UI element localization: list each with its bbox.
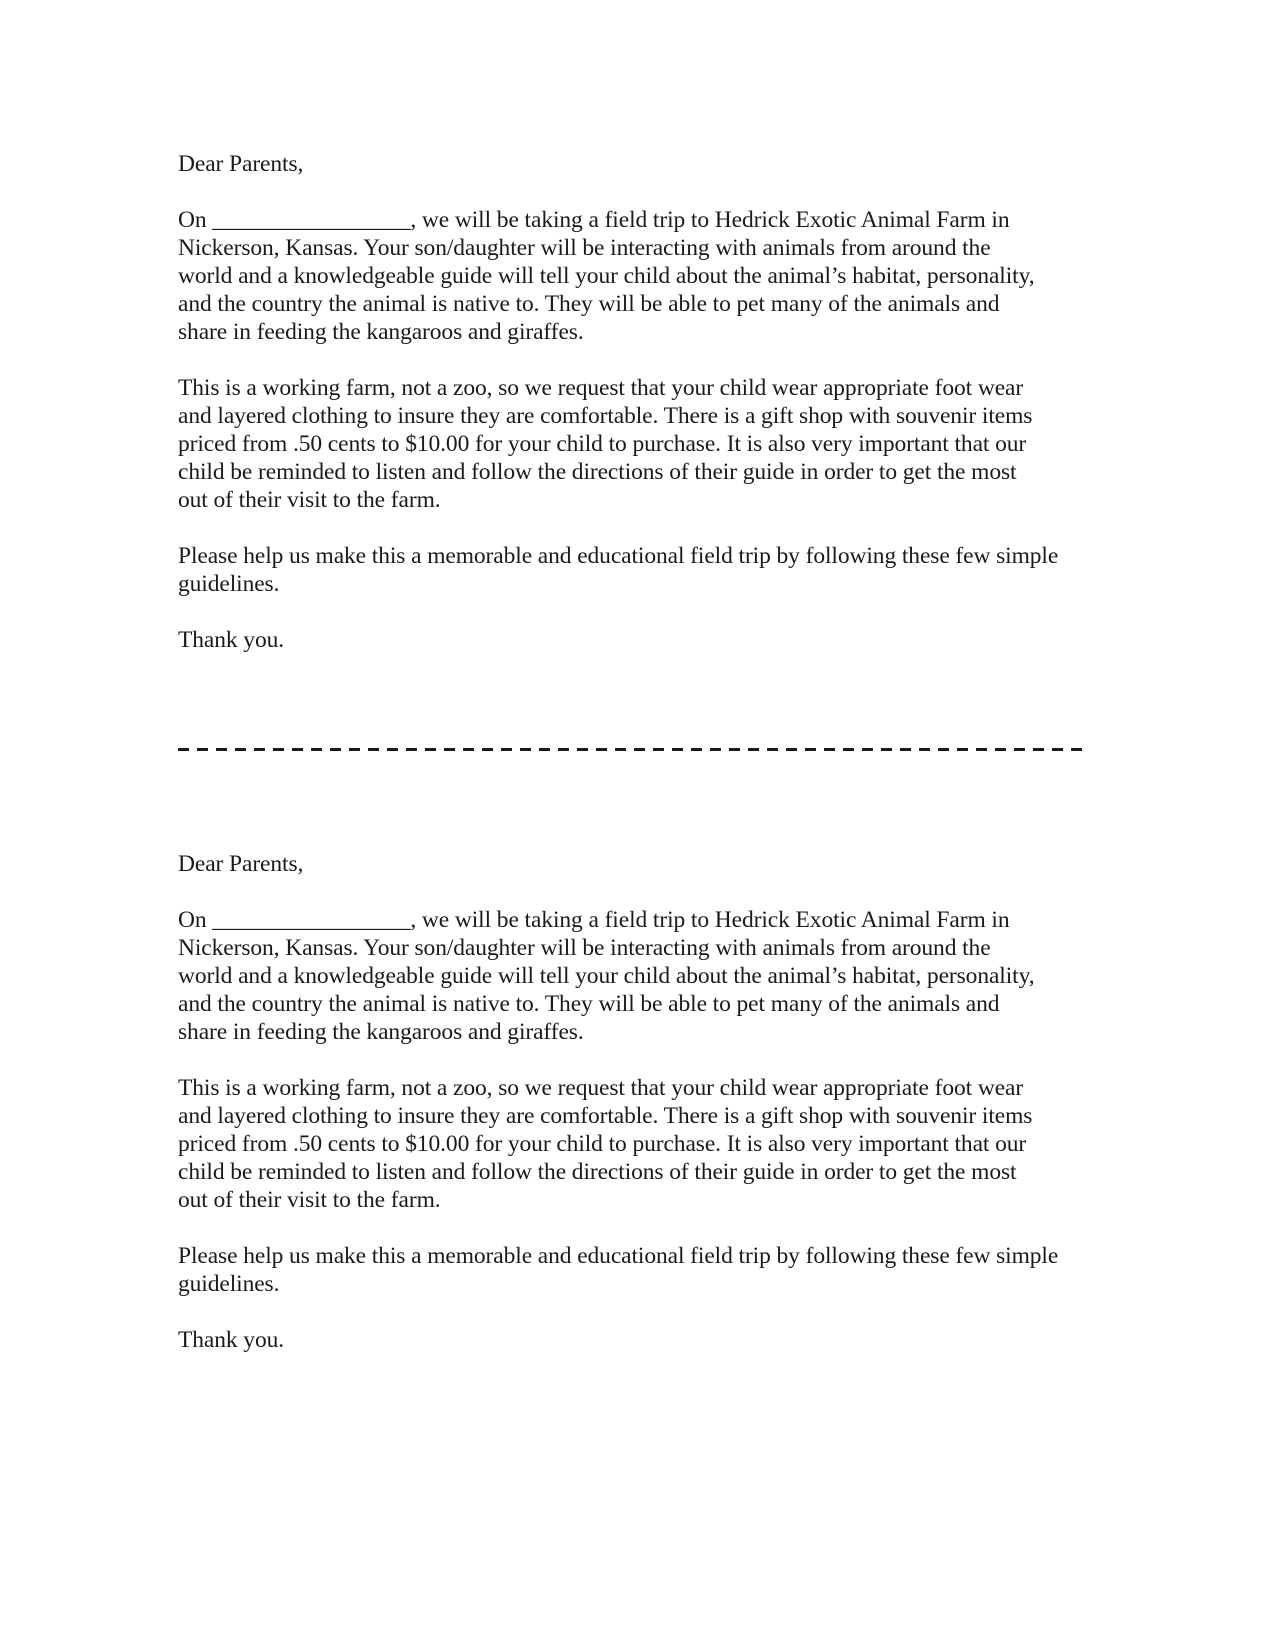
greeting: Dear Parents, (178, 851, 304, 877)
paragraph-line: and the country the animal is native to. They will be able to pet many of the animals and (178, 991, 1000, 1017)
paragraph-line: share in feeding the kangaroos and giraffes. (178, 1019, 584, 1045)
paragraph-line: guidelines. (178, 571, 280, 597)
closing: Thank you. (178, 627, 285, 653)
paragraph-guidelines (178, 1242, 1098, 1298)
paragraph-line: out of their visit to the farm. (178, 1187, 441, 1213)
paragraph-line: world and a knowledgeable guide will tell your child about the animal’s habitat, personality, (178, 263, 1035, 289)
paragraph-line: child be reminded to listen and follow the directions of their guide in order to get the most (178, 1159, 1017, 1185)
paragraph-line: Nickerson, Kansas. Your son/daughter will be interacting with animals from around the (178, 935, 991, 961)
paragraph-line: Please help us make this a memorable and educational field trip by following these few simple (178, 543, 1059, 569)
paragraph-line: priced from .50 cents to $10.00 for your child to purchase. It is also very important that our (178, 431, 1027, 457)
paragraph-requests (178, 374, 1098, 514)
letter-top (178, 150, 1098, 654)
cut-line-divider (178, 748, 1090, 751)
closing: Thank you. (178, 1327, 285, 1353)
paragraph-guidelines (178, 542, 1098, 598)
greeting: Dear Parents, (178, 151, 304, 177)
paragraph-line: world and a knowledgeable guide will tell your child about the animal’s habitat, personality, (178, 963, 1035, 989)
paragraph-line: priced from .50 cents to $10.00 for your child to purchase. It is also very important that our (178, 1131, 1027, 1157)
paragraph-line: Please help us make this a memorable and educational field trip by following these few simple (178, 1243, 1059, 1269)
paragraph-line: child be reminded to listen and follow the directions of their guide in order to get the most (178, 459, 1017, 485)
paragraph-line: On _________________, we will be taking a field trip to Hedrick Exotic Animal Farm in (178, 207, 1010, 233)
paragraph-trip-details (178, 206, 1098, 346)
paragraph-line: and layered clothing to insure they are comfortable. There is a gift shop with souvenir items (178, 1103, 1033, 1129)
paragraph-line: On _________________, we will be taking a field trip to Hedrick Exotic Animal Farm in (178, 907, 1010, 933)
paragraph-line: share in feeding the kangaroos and giraffes. (178, 319, 584, 345)
paragraph-line: and layered clothing to insure they are comfortable. There is a gift shop with souvenir items (178, 403, 1033, 429)
paragraph-line: This is a working farm, not a zoo, so we request that your child wear appropriate foot wear (178, 1075, 1024, 1101)
paragraph-line: guidelines. (178, 1271, 280, 1297)
paragraph-line: out of their visit to the farm. (178, 487, 441, 513)
letter-bottom (178, 850, 1098, 1354)
paragraph-line: This is a working farm, not a zoo, so we request that your child wear appropriate foot wear (178, 375, 1024, 401)
paragraph-requests (178, 1074, 1098, 1214)
paragraph-line: Nickerson, Kansas. Your son/daughter will be interacting with animals from around the (178, 235, 991, 261)
paragraph-line: and the country the animal is native to. They will be able to pet many of the animals and (178, 291, 1000, 317)
paragraph-trip-details (178, 906, 1098, 1046)
